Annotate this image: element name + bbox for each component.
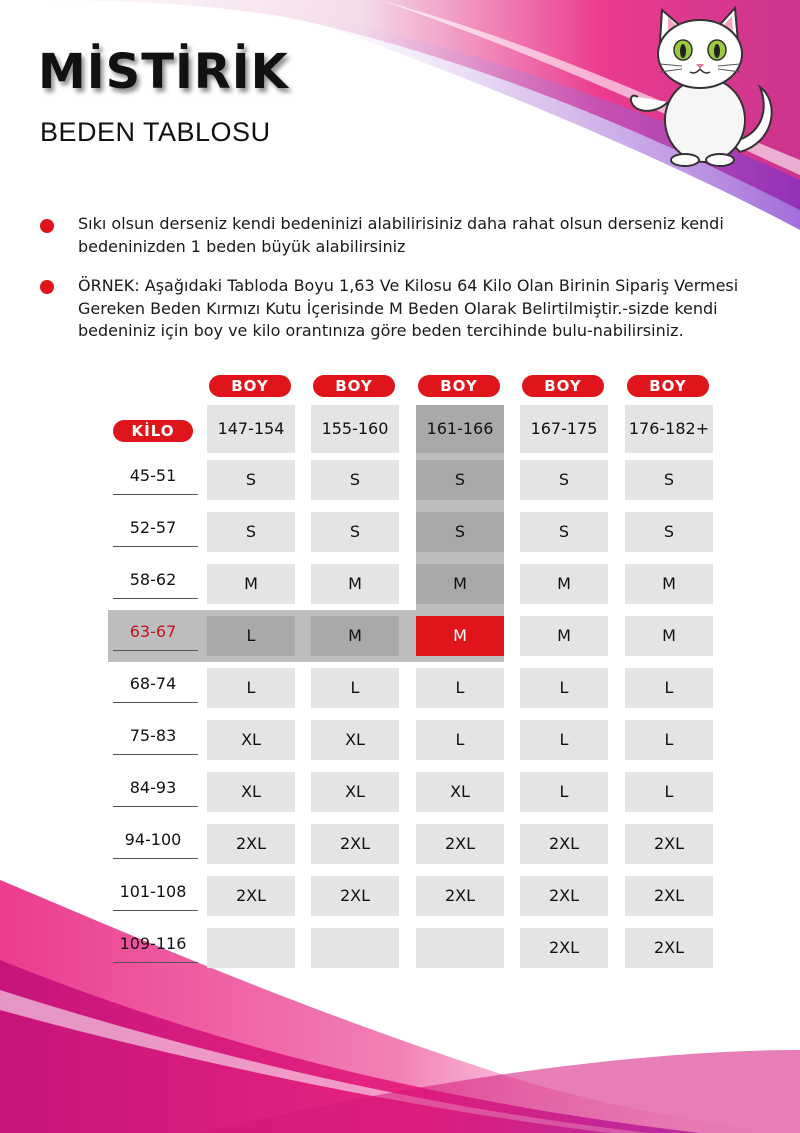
size-cell: XL [311,720,399,760]
size-cell: XL [207,720,295,760]
size-cell: S [207,460,295,500]
size-cell: XL [311,772,399,812]
size-cell: 2XL [520,824,608,864]
size-cell: L [416,720,504,760]
size-cell: XL [207,772,295,812]
note-example: ÖRNEK: Aşağıdaki Tabloda Boyu 1,63 Ve Kilosu 64 Kilo Olan Birinin Sipariş Vermesi Gereken Beden Kırmızı Kutu İçerisinde M Beden Olarak Belirtilmiştir.-sizde kendi bedeniniz için boy ve kilo orantınıza göre beden tercihinde bulu-nabilirsiniz. [78,276,739,340]
size-cell: 2XL [207,824,295,864]
size-cell: L [207,616,295,656]
height-header-cell: 167-175 [520,405,608,453]
height-header-cell: 176-182+ [625,405,713,453]
size-cell: M [207,564,295,604]
size-cell: M [311,616,399,656]
boy-badge: BOY [313,375,395,397]
size-cell: S [311,512,399,552]
size-cell: M [416,616,504,656]
size-cell: L [520,772,608,812]
note-fit-advice: Sıkı olsun derseniz kendi bedeninizi alabilirisiniz daha rahat olsun derseniz kendi bedeninizden 1 beden büyük alabilirsiniz [78,214,724,256]
size-cell: L [625,668,713,708]
size-cell [416,928,504,968]
size-cell: M [520,564,608,604]
weight-label: 101-108 [119,882,187,901]
weight-underline [113,702,198,703]
size-cell: 2XL [625,928,713,968]
size-cell: L [625,772,713,812]
weight-label: 109-116 [119,934,187,953]
size-cell: L [520,720,608,760]
weight-underline [113,754,198,755]
size-cell [207,928,295,968]
size-cell: L [311,668,399,708]
weight-underline [113,650,198,651]
weight-label: 52-57 [129,518,177,537]
size-cell: S [416,512,504,552]
brand-logo: MİSTİRİK [38,44,289,100]
size-cell: S [311,460,399,500]
size-cell: 2XL [625,824,713,864]
size-cell [311,928,399,968]
weight-underline [113,494,198,495]
size-cell: M [520,616,608,656]
size-cell: M [416,564,504,604]
size-cell: M [311,564,399,604]
weight-underline [113,546,198,547]
size-cell: S [520,512,608,552]
boy-badge: BOY [209,375,291,397]
weight-label: 68-74 [129,674,177,693]
weight-label: 75-83 [129,726,177,745]
size-cell: L [625,720,713,760]
size-cell: 2XL [416,876,504,916]
size-cell: S [520,460,608,500]
weight-underline [113,962,198,963]
size-cell: 2XL [625,876,713,916]
size-cell: L [207,668,295,708]
boy-badge: BOY [418,375,500,397]
size-cell: S [625,512,713,552]
size-cell: L [416,668,504,708]
weight-underline [113,858,198,859]
weight-label: 94-100 [124,830,182,849]
weight-underline [113,910,198,911]
weight-label: 58-62 [129,570,177,589]
size-cell: M [625,616,713,656]
size-cell: S [416,460,504,500]
page-title: BEDEN TABLOSU [40,117,271,147]
boy-badge: BOY [522,375,604,397]
size-cell: S [207,512,295,552]
height-header-cell: 147-154 [207,405,295,453]
weight-underline [113,598,198,599]
weight-underline [113,806,198,807]
height-header-cell: 155-160 [311,405,399,453]
size-cell: 2XL [520,928,608,968]
weight-label: 45-51 [129,466,177,485]
size-cell: 2XL [207,876,295,916]
kilo-badge: KİLO [113,420,193,442]
size-cell: L [520,668,608,708]
size-cell: 2XL [416,824,504,864]
weight-label: 63-67 [129,622,177,641]
size-cell: S [625,460,713,500]
size-cell: 2XL [520,876,608,916]
size-cell: XL [416,772,504,812]
height-header-cell: 161-166 [416,405,504,453]
boy-badge: BOY [627,375,709,397]
size-cell: 2XL [311,876,399,916]
size-cell: 2XL [311,824,399,864]
size-cell: M [625,564,713,604]
weight-label: 84-93 [129,778,177,797]
